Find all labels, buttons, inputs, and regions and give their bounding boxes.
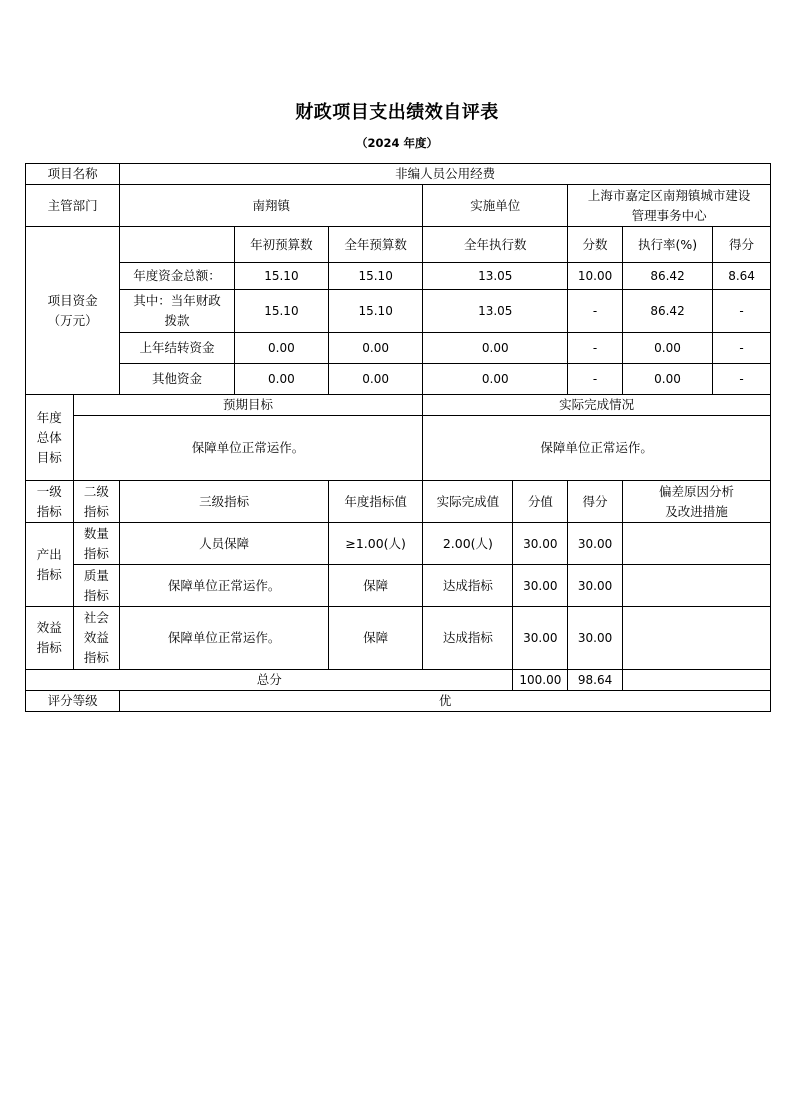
funds-cell: 13.05 [423,290,568,333]
reason [622,607,770,670]
page-title: 财政项目支出绩效自评表 [295,102,499,123]
funds-section-line2: （万元） [47,312,98,328]
goals-section-line2: 总体 [36,429,62,445]
funds-cell: 86.42 [622,263,712,290]
table-row [26,565,771,607]
row-department [26,185,771,227]
funds-cell: 0.00 [234,333,328,364]
funds-header-initial: 年初预算数 [234,227,328,263]
reason [622,523,770,565]
project-name-label: 项目名称 [26,164,120,185]
funds-cell: 0.00 [234,364,328,395]
h-reason [622,481,770,523]
funds-cell: 0.00 [622,364,712,395]
funds-cell: 0.00 [423,364,568,395]
target-value: 保障 [329,607,423,670]
h-actual: 实际完成值 [423,481,513,523]
dept-value: 南翔镇 [120,185,423,227]
funds-row-label-line1: 其中：当年财政 [133,293,221,308]
impl-value [568,185,771,227]
total-score: 98.64 [568,670,623,691]
dept-label: 主管部门 [26,185,120,227]
l2-line1: 质量 [83,567,109,583]
impl-label: 实施单位 [423,185,568,227]
h-level1-line1: 一级 [36,483,62,499]
benefit-line1: 效益 [36,620,62,635]
h-score: 得分 [568,481,623,523]
h-level2-line2: 指标 [83,503,109,519]
score: 30.00 [568,565,623,607]
funds-cell: - [713,364,771,395]
h-level1 [26,481,74,523]
score-value: 30.00 [513,565,568,607]
funds-row-label: 上年结转资金 [120,333,235,364]
output-indicator-label [26,523,74,607]
h-target: 年度指标值 [329,481,423,523]
output-line2: 指标 [36,566,62,582]
funds-section-line1: 项目资金 [47,292,98,308]
h-level2 [73,481,120,523]
l2-line2: 指标 [83,587,109,603]
row-goals-content [26,416,771,481]
funds-header-score: 得分 [713,227,771,263]
funds-row-label-line2: 拨款 [164,313,190,328]
l3-text: 保障单位正常运作。 [120,607,329,670]
l2-line2: 效益 [83,630,109,645]
h-reason-line1: 偏差原因分析 [658,483,734,499]
total-reason [622,670,770,691]
l2-quality [73,565,120,607]
l2-quantity [73,523,120,565]
funds-cell: 10.00 [568,263,623,290]
h-level1-line2: 指标 [36,503,62,519]
funds-row-label: 其他资金 [120,364,235,395]
benefit-line2: 指标 [36,640,62,655]
funds-cell: 0.00 [329,333,423,364]
l3-text: 人员保障 [120,523,329,565]
funds-cell: 0.00 [622,333,712,364]
actual-goal-text: 保障单位正常运作。 [423,416,771,481]
funds-row-label: 年度资金总额： [120,263,235,290]
actual-value: 达成指标 [423,607,513,670]
page-subtitle: （2024 年度） [355,136,438,150]
row-goals-header [26,395,771,416]
table-row [26,523,771,565]
funds-cell: 0.00 [423,333,568,364]
funds-cell: 15.10 [329,263,423,290]
funds-cell: - [568,333,623,364]
funds-header-executed: 全年执行数 [423,227,568,263]
grade-value: 优 [120,691,771,712]
funds-cell: 0.00 [329,364,423,395]
goals-section-label [26,395,74,481]
l2-social-benefit [73,607,120,670]
funds-header-blank [120,227,235,263]
h-level2-line1: 二级 [83,483,109,499]
actual-goal-header: 实际完成情况 [423,395,771,416]
total-label: 总分 [26,670,513,691]
table-row [26,290,771,333]
funds-cell: - [568,364,623,395]
funds-section-label [26,227,120,395]
expected-goal-header: 预期目标 [73,395,423,416]
impl-value-line2: 管理事务中心 [631,207,707,223]
score: 30.00 [568,607,623,670]
row-indicator-header [26,481,771,523]
l2-line3: 指标 [83,650,109,665]
l3-text: 保障单位正常运作。 [120,565,329,607]
project-name-value: 非编人员公用经费 [120,164,771,185]
actual-value: 达成指标 [423,565,513,607]
goals-section-line1: 年度 [36,409,62,425]
funds-cell: 86.42 [622,290,712,333]
funds-header-annual: 全年预算数 [329,227,423,263]
benefit-indicator-label [26,607,74,670]
goals-section-line3: 目标 [36,449,62,465]
h-reason-line2: 及改进措施 [665,503,728,519]
total-value: 100.00 [513,670,568,691]
row-total [26,670,771,691]
funds-cell: - [568,290,623,333]
score-value: 30.00 [513,607,568,670]
row-funds-header [26,227,771,263]
funds-cell: 15.10 [329,290,423,333]
funds-cell: - [713,290,771,333]
h-level3: 三级指标 [120,481,329,523]
grade-label: 评分等级 [26,691,120,712]
evaluation-table [25,163,771,712]
target-value: 保障 [329,565,423,607]
score-value: 30.00 [513,523,568,565]
table-row [26,333,771,364]
funds-cell: - [713,333,771,364]
funds-cell: 15.10 [234,290,328,333]
funds-header-points: 分数 [568,227,623,263]
row-project-name [26,164,771,185]
table-row [26,263,771,290]
expected-goal-text: 保障单位正常运作。 [73,416,423,481]
funds-header-rate: 执行率(%) [622,227,712,263]
actual-value: 2.00(人) [423,523,513,565]
l2-line2: 指标 [83,545,109,561]
reason [622,565,770,607]
l2-line1: 数量 [83,525,109,541]
funds-row-label [120,290,235,333]
score: 30.00 [568,523,623,565]
table-row [26,607,771,670]
target-value: ≥1.00(人) [329,523,423,565]
funds-cell: 8.64 [713,263,771,290]
l2-line1: 社会 [83,610,109,625]
row-grade [26,691,771,712]
h-score-value: 分值 [513,481,568,523]
impl-value-line1: 上海市嘉定区南翔镇城市建设 [587,187,751,203]
funds-cell: 13.05 [423,263,568,290]
output-line1: 产出 [36,546,62,562]
funds-cell: 15.10 [234,263,328,290]
table-row [26,364,771,395]
